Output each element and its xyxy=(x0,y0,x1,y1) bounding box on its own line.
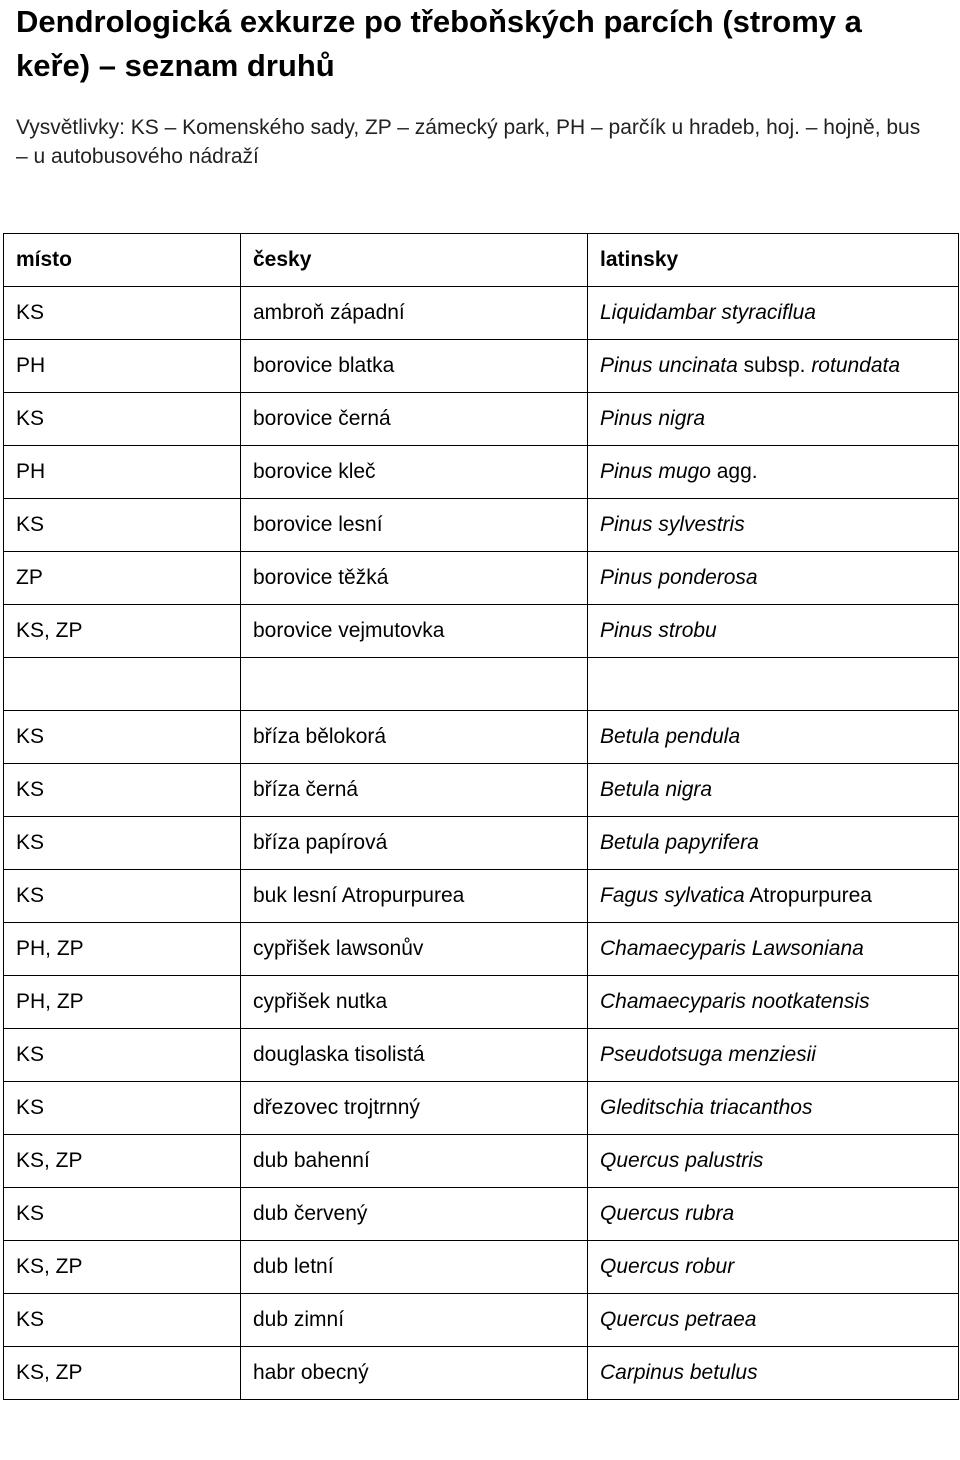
latin-name-cell: Pinus ponderosa xyxy=(588,552,959,605)
latin-infraspecific: rotundata xyxy=(811,354,901,377)
table-row xyxy=(4,1135,959,1188)
latin-rank: agg. xyxy=(710,460,758,483)
latin-name-cell: Gleditschia triacanthos xyxy=(588,1082,959,1135)
latin-name-cell: Pinus sylvestris xyxy=(588,499,959,552)
table-row xyxy=(4,764,959,817)
legend-text: Vysvětlivky: KS – Komenského sady, ZP – zámecký park, PH – parčík u hradeb, hoj. – hojně, bus – u autobusového nádraží xyxy=(16,116,921,168)
place-cell: PH, ZP xyxy=(4,923,241,976)
place-cell: PH, ZP xyxy=(4,976,241,1029)
document-title: Dendrologická exkurze po třeboňských parcích (stromy a keře) – seznam druhů xyxy=(16,4,862,83)
latin-name-cell: Quercus rubra xyxy=(588,1188,959,1241)
czech-name-cell: dub červený xyxy=(241,1188,588,1241)
latin-name-cell: Liquidambar styraciflua xyxy=(588,287,959,340)
table-row xyxy=(4,976,959,1029)
place-cell: KS, ZP xyxy=(4,605,241,658)
table-row xyxy=(4,1241,959,1294)
place-cell: KS xyxy=(4,499,241,552)
czech-name-cell: cypřišek lawsonův xyxy=(241,923,588,976)
place-cell: KS xyxy=(4,1082,241,1135)
latin-name-cell xyxy=(588,870,959,923)
place-cell: KS xyxy=(4,393,241,446)
latin-name-cell xyxy=(588,446,959,499)
header-czech: česky xyxy=(241,234,588,287)
czech-name-cell: dub letní xyxy=(241,1241,588,1294)
place-cell: KS xyxy=(4,1294,241,1347)
czech-name-cell: dřezovec trojtrnný xyxy=(241,1082,588,1135)
czech-name-cell: borovice těžká xyxy=(241,552,588,605)
place-cell: ZP xyxy=(4,552,241,605)
place-cell: KS xyxy=(4,764,241,817)
czech-name-cell: dub zimní xyxy=(241,1294,588,1347)
place-cell: PH xyxy=(4,340,241,393)
latin-rank: subsp. xyxy=(737,354,812,377)
place-cell: KS, ZP xyxy=(4,1347,241,1400)
czech-name-cell: borovice lesní xyxy=(241,499,588,552)
table-row xyxy=(4,552,959,605)
czech-name-cell: buk lesní Atropurpurea xyxy=(241,870,588,923)
latin-genus-species: Pinus uncinata xyxy=(600,354,738,377)
czech-name-cell: borovice černá xyxy=(241,393,588,446)
czech-name-cell: borovice kleč xyxy=(241,446,588,499)
latin-name-cell: Betula pendula xyxy=(588,711,959,764)
czech-name-cell: borovice blatka xyxy=(241,340,588,393)
latin-name-cell: Pinus strobu xyxy=(588,605,959,658)
table-row xyxy=(4,870,959,923)
table-row xyxy=(4,1029,959,1082)
latin-name-cell: Chamaecyparis Lawsoniana xyxy=(588,923,959,976)
place-cell: KS xyxy=(4,1029,241,1082)
table-row xyxy=(4,1082,959,1135)
place-cell: KS, ZP xyxy=(4,1241,241,1294)
species-table xyxy=(3,233,959,1400)
table-row xyxy=(4,340,959,393)
place-cell xyxy=(4,658,241,711)
header-place: místo xyxy=(4,234,241,287)
latin-name-cell: Quercus palustris xyxy=(588,1135,959,1188)
place-cell: KS xyxy=(4,711,241,764)
czech-name-cell: borovice vejmutovka xyxy=(241,605,588,658)
table-row xyxy=(4,446,959,499)
czech-name-cell: ambroň západní xyxy=(241,287,588,340)
table-row xyxy=(4,711,959,764)
table-row xyxy=(4,499,959,552)
latin-name-cell: Betula papyrifera xyxy=(588,817,959,870)
table-header-row xyxy=(4,234,959,287)
table-row xyxy=(4,1347,959,1400)
table-row xyxy=(4,923,959,976)
place-cell: KS xyxy=(4,870,241,923)
header-latin: latinsky xyxy=(588,234,959,287)
place-cell: KS xyxy=(4,817,241,870)
czech-name-cell: douglaska tisolistá xyxy=(241,1029,588,1082)
latin-name-cell: Quercus petraea xyxy=(588,1294,959,1347)
czech-name-cell: habr obecný xyxy=(241,1347,588,1400)
latin-genus-species: Fagus sylvatica xyxy=(600,884,745,907)
latin-name-cell xyxy=(588,658,959,711)
latin-name-cell: Pinus nigra xyxy=(588,393,959,446)
czech-name-cell: bříza černá xyxy=(241,764,588,817)
latin-name-cell xyxy=(588,340,959,393)
place-cell: KS, ZP xyxy=(4,1135,241,1188)
place-cell: KS xyxy=(4,1188,241,1241)
czech-name-cell: bříza bělokorá xyxy=(241,711,588,764)
czech-name-cell: dub bahenní xyxy=(241,1135,588,1188)
empty-table-row xyxy=(4,658,959,711)
latin-name-cell: Carpinus betulus xyxy=(588,1347,959,1400)
table-row xyxy=(4,817,959,870)
table-row xyxy=(4,393,959,446)
latin-name-cell: Pseudotsuga menziesii xyxy=(588,1029,959,1082)
latin-cultivar: Atropurpurea xyxy=(744,884,872,907)
table-row xyxy=(4,287,959,340)
latin-name-cell: Quercus robur xyxy=(588,1241,959,1294)
table-row xyxy=(4,605,959,658)
table-row xyxy=(4,1294,959,1347)
czech-name-cell: bříza papírová xyxy=(241,817,588,870)
latin-name-cell: Betula nigra xyxy=(588,764,959,817)
czech-name-cell: cypřišek nutka xyxy=(241,976,588,1029)
latin-genus-species: Pinus mugo xyxy=(600,460,711,483)
place-cell: KS xyxy=(4,287,241,340)
czech-name-cell xyxy=(241,658,588,711)
latin-name-cell: Chamaecyparis nootkatensis xyxy=(588,976,959,1029)
table-row xyxy=(4,1188,959,1241)
place-cell: PH xyxy=(4,446,241,499)
